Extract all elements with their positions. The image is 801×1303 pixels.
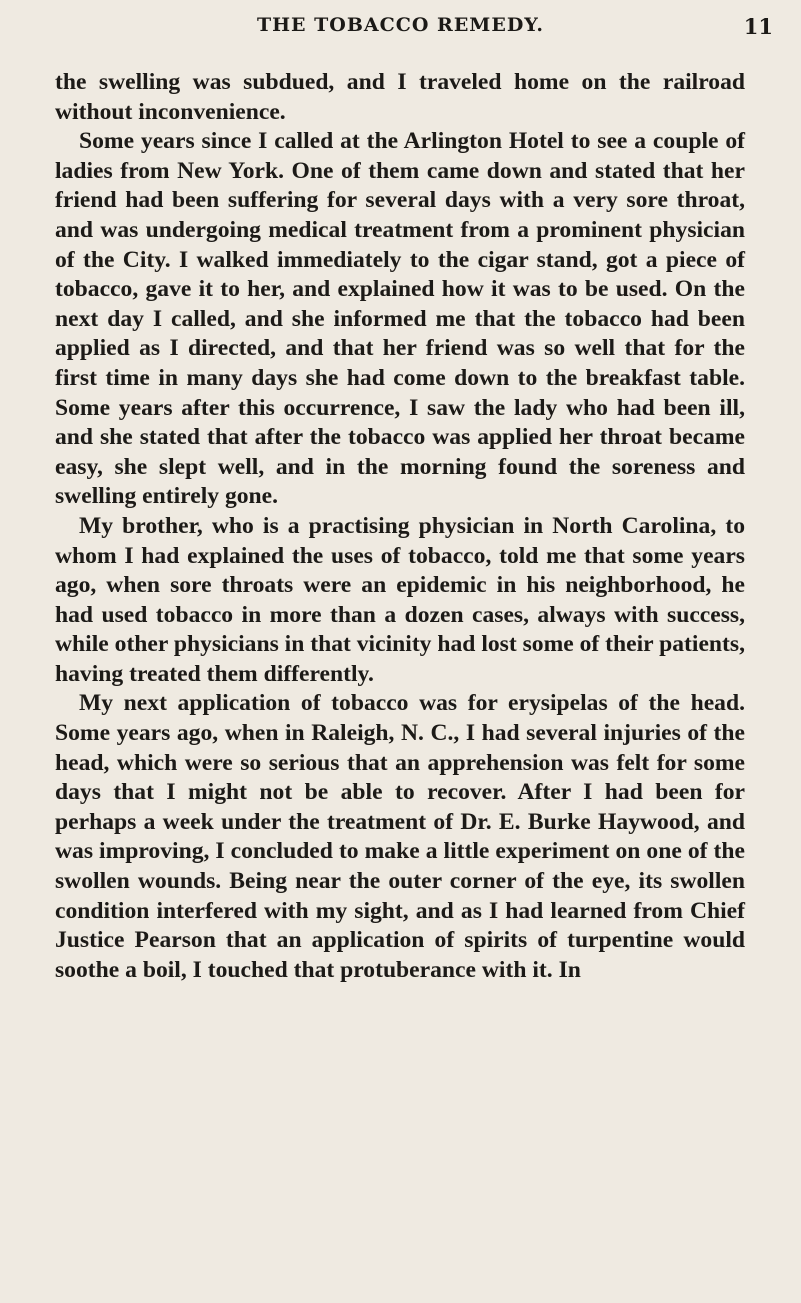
paragraph-continuation: the swelling was subdued, and I traveled home on the railroad without inconvenience. — [55, 69, 745, 125]
body-text — [55, 68, 745, 985]
page-number: 11 — [743, 14, 773, 39]
paragraph-arlington-hotel: Some years since I called at the Arlington Hotel to see a couple of ladies from New York. One of them came down and stated that her friend had been suffering for several days with a very sore throat, and was undergoing medical treatment from a prominent physician of the City. I walked immediately to the cigar stand, got a piece of tobacco, gave it to her, and explained how it was to be used. On the next day I called, and she informed me that the tobacco had been applied as I directed, and that her friend was so well that for the first time in many days she had come down to the breakfast table. Some years after this occurrence, I saw the lady who had been ill, and she stated that after the tobacco was applied her throat became easy, she slept well, and in the morning found the soreness and swelling entirely gone. — [55, 128, 745, 510]
paragraph-brother-physician: My brother, who is a practising physician in North Carolina, to whom I had explained the uses of tobacco, told me that some years ago, when sore throats were an epidemic in his neighborhood, he had used tobacco in more than a dozen cases, always with success, while other physicians in that vicinity had lost some of their patients, having treated them differently. — [55, 512, 745, 687]
paragraph-erysipelas: My next application of tobacco was for erysipelas of the head. Some years ago, when in Raleigh, N. C., I had several injuries of the head, which were so serious that an apprehension was felt for some days that I might not be able to recover. After I had been for perhaps a week under the treatment of Dr. E. Burke Haywood, and was improving, I concluded to make a little experiment on one of the swollen wounds. Being near the outer corner of the eye, its swollen condition interfered with my sight, and as I had learned from Chief Justice Pearson that an application of spirits of turpentine would soothe a boil, I touched that protuberance with it. In — [55, 690, 745, 983]
running-head — [0, 14, 801, 44]
running-title: THE TOBACCO REMEDY. — [256, 14, 545, 36]
